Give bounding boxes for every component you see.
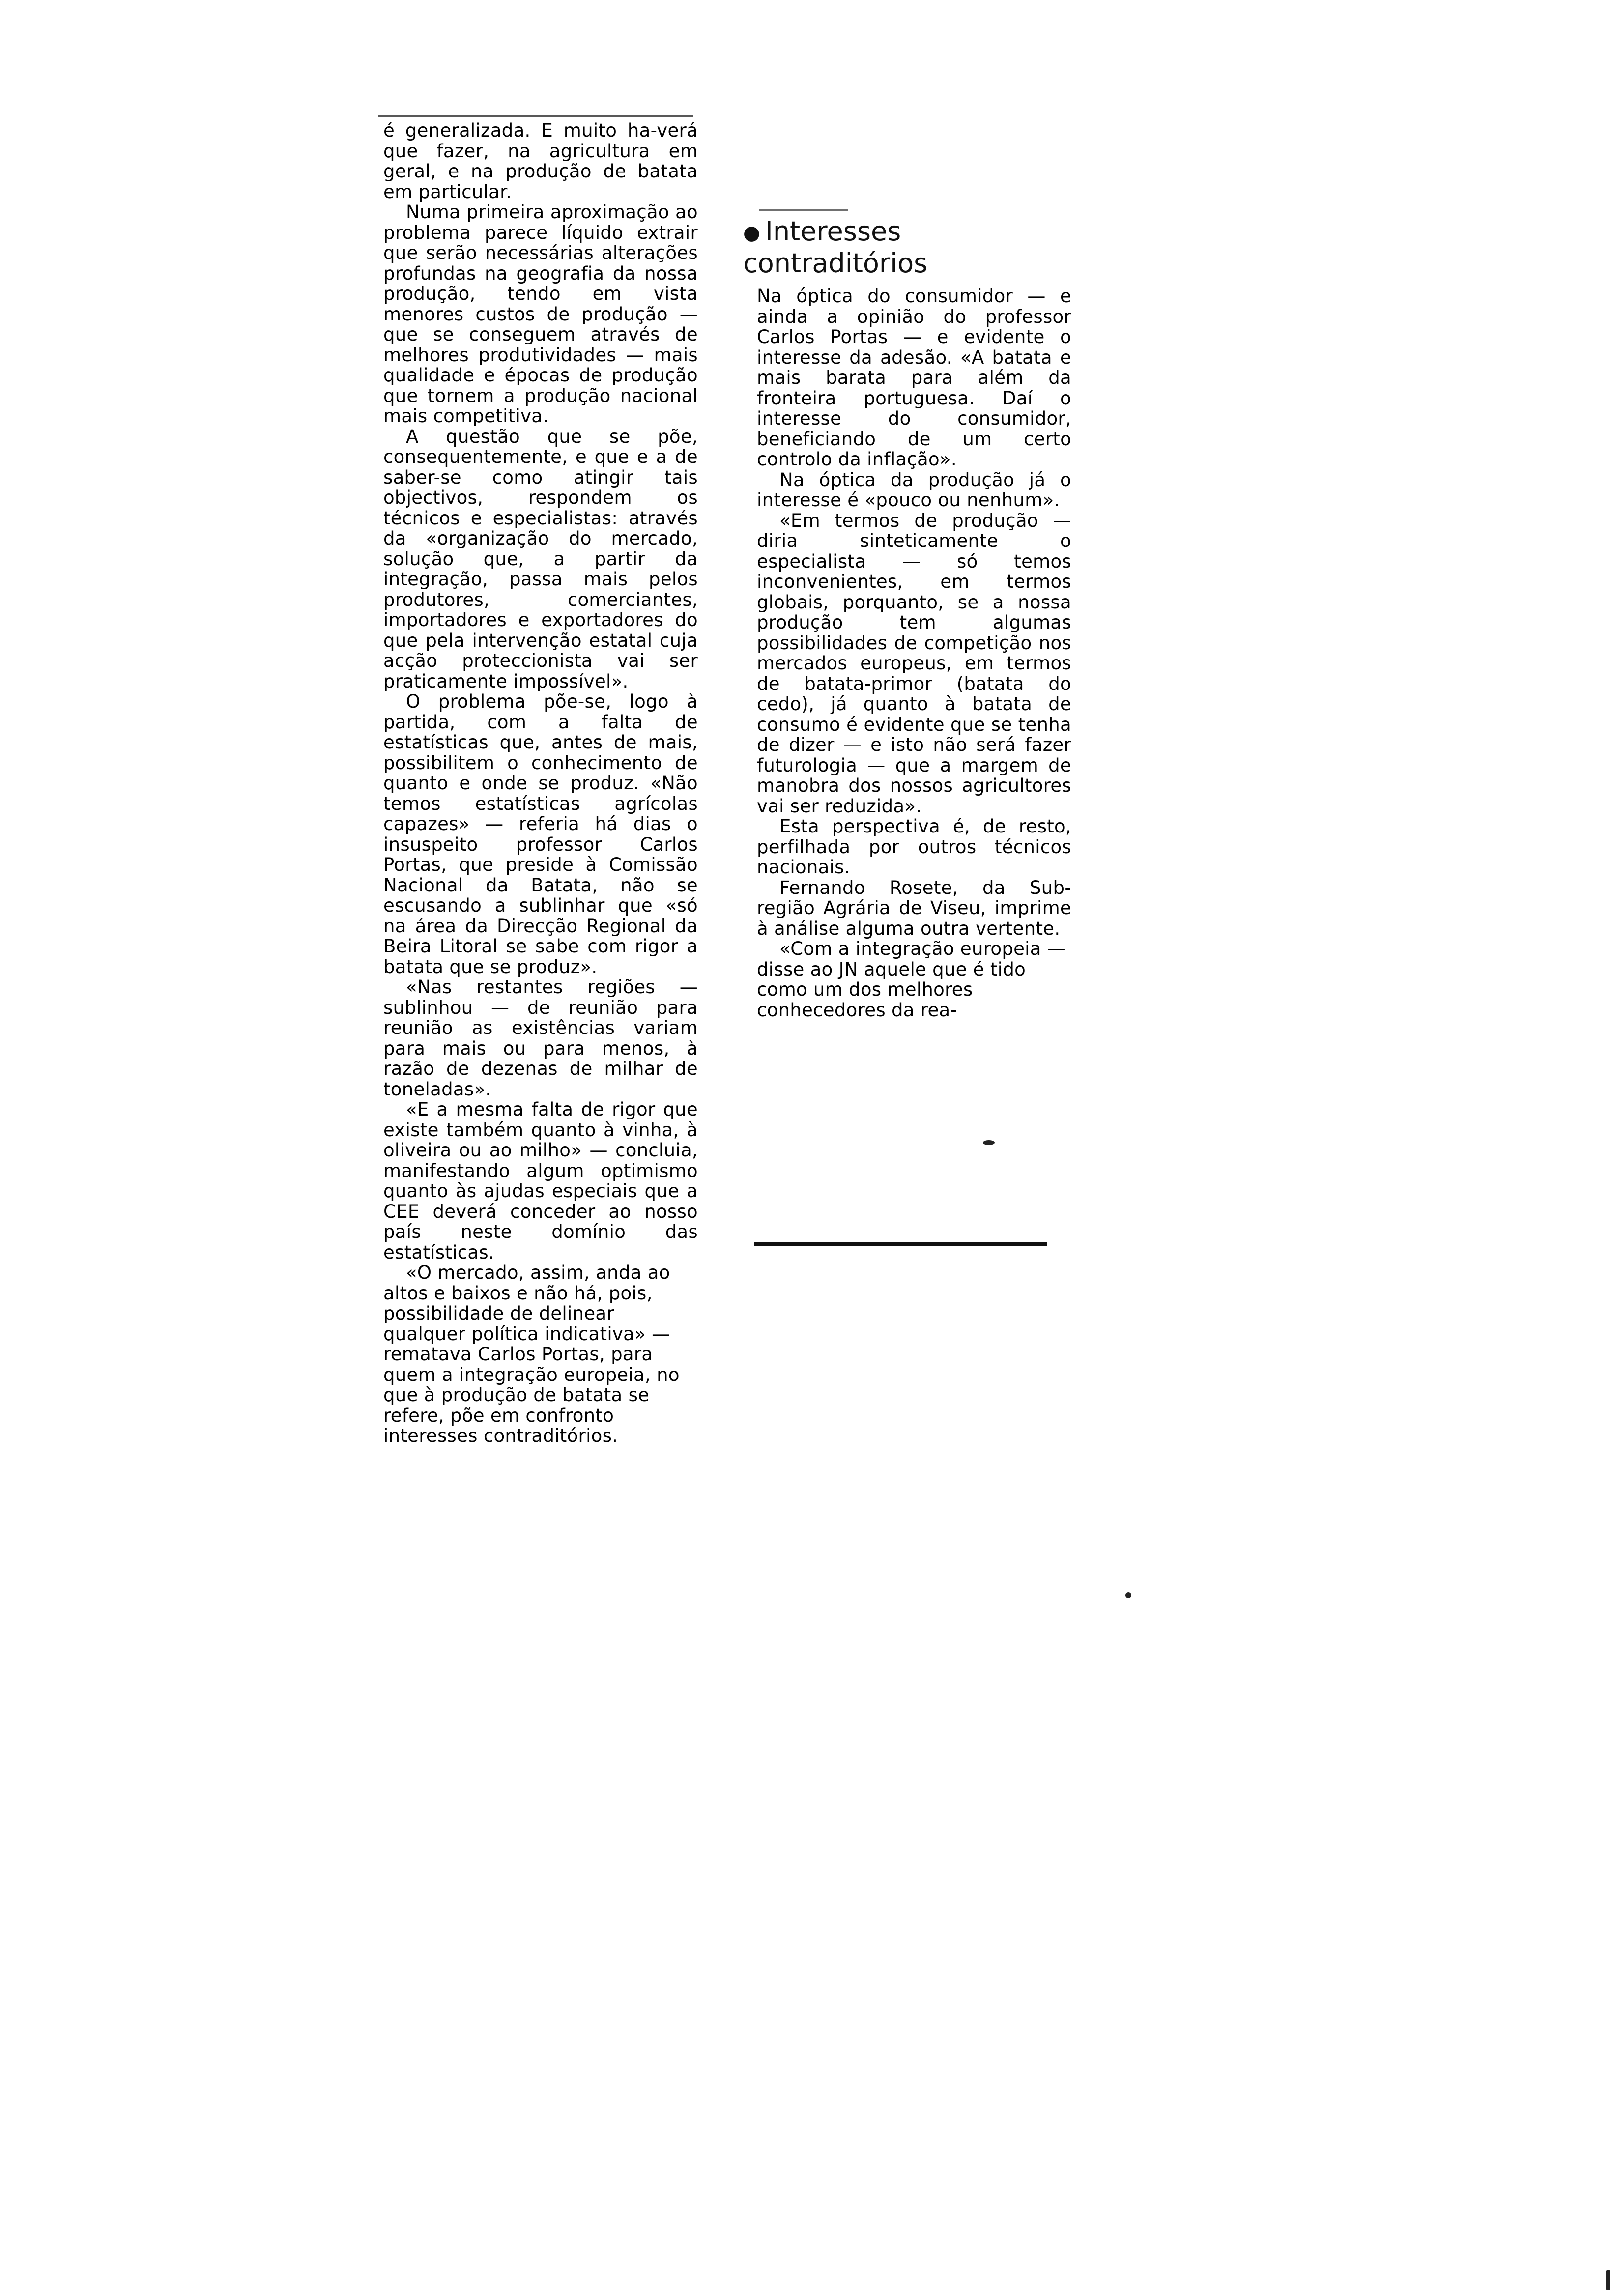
article-left-column <box>383 120 698 1446</box>
section-subheading <box>743 216 1077 279</box>
paragraph: «E a mesma falta de rigor que existe também quanto à vinha, à oliveira ou ao milho» — concluia, manifestando algum optimismo quanto às ajudas especiais que a CEE deverá conceder ao nosso país neste domínio das estatísticas. <box>383 1099 698 1263</box>
article-right-column <box>757 286 1071 1020</box>
paragraph: «Nas restantes regiões — sublinhou — de reunião para reunião as existências variam para mais ou para menos, à razão de dezenas de milhar de toneladas». <box>383 976 698 1100</box>
paragraph: «Com a integração europeia — disse ao JN aquele que é tido como um dos melhores conhecedores da rea- <box>757 938 1066 1021</box>
paragraph: A questão que se põe, consequentemente, e que e a de saber-se como atingir tais objectivos, respondem os técnicos e especialistas: através da «organização do mercado, solução que, a partir da integração, passa mais pelos produtores, comerciantes, importadores e exportadores do que pela intervenção estatal cuja acção proteccionista vai ser praticamente impossível». <box>383 426 698 692</box>
column-end-rule <box>754 1242 1047 1246</box>
paragraph: é generalizada. E muito ha-verá que fazer, na agricultura em geral, e na produção de batata em particular. <box>383 120 698 202</box>
scan-artifact <box>759 209 848 211</box>
subheading-text: Interesses contraditórios <box>743 216 928 279</box>
scan-artifact <box>983 1140 995 1145</box>
scan-artifact <box>1125 1592 1131 1598</box>
paragraph: Na óptica do consumidor — e ainda a opinião do professor Carlos Portas — e evidente o interesse da adesão. «A batata e mais barata para além da fronteira portuguesa. Daí o interesse do consumidor, beneficiando de um certo controlo da inflação». <box>757 286 1071 470</box>
scan-artifact <box>1606 2270 1610 2290</box>
paragraph: Fernando Rosete, da Sub-região Agrária de Viseu, imprime à análise alguma outra vertente. <box>757 877 1071 939</box>
paragraph: Na óptica da produção já o interesse é «pouco ou nenhum». <box>757 469 1071 511</box>
paragraph: «O mercado, assim, anda ao altos e baixos e não há, pois, possibilidade de delinear qualquer política indicativa» — rematava Carlos Portas, para quem a integração europeia, no que à produção de batata se refere, põe em confronto interesses contraditórios. <box>383 1262 680 1446</box>
paragraph: Esta perspectiva é, de resto, perfilhada por outros técnicos nacionais. <box>757 816 1071 878</box>
paragraph: «Em termos de produção — diria sinteticamente o especialista — só temos inconvenientes, em termos globais, porquanto, se a nossa produção tem algumas possibilidades de competição nos mercados europeus, em termos de batata-primor (batata do cedo), já quanto à batata de consumo é evidente que se tenha de dizer — e isto não será fazer futurologia — que a margem de manobra dos nossos agricultores vai ser reduzida». <box>757 510 1071 817</box>
scan-artifact <box>378 115 693 117</box>
paragraph: Numa primeira aproximação ao problema parece líquido extrair que serão necessárias alterações profundas na geografia da nossa produção, tendo em vista menores custos de produção — que se conseguem através de melhores produtividades — mais qualidade e épocas de produção que tornem a produção nacional mais competitiva. <box>383 201 698 427</box>
paragraph: O problema põe-se, logo à partida, com a falta de estatísticas que, antes de mais, possibilitem o conhecimento de quanto e onde se produz. «Não temos estatísticas agrícolas capazes» — referia há dias o insuspeito professor Carlos Portas, que preside à Comissão Nacional da Batata, não se escusando a sublinhar que «só na área da Direcção Regional da Beira Litoral se sabe com rigor a batata que se produz». <box>383 691 698 977</box>
bullet-icon: ● <box>743 222 760 245</box>
